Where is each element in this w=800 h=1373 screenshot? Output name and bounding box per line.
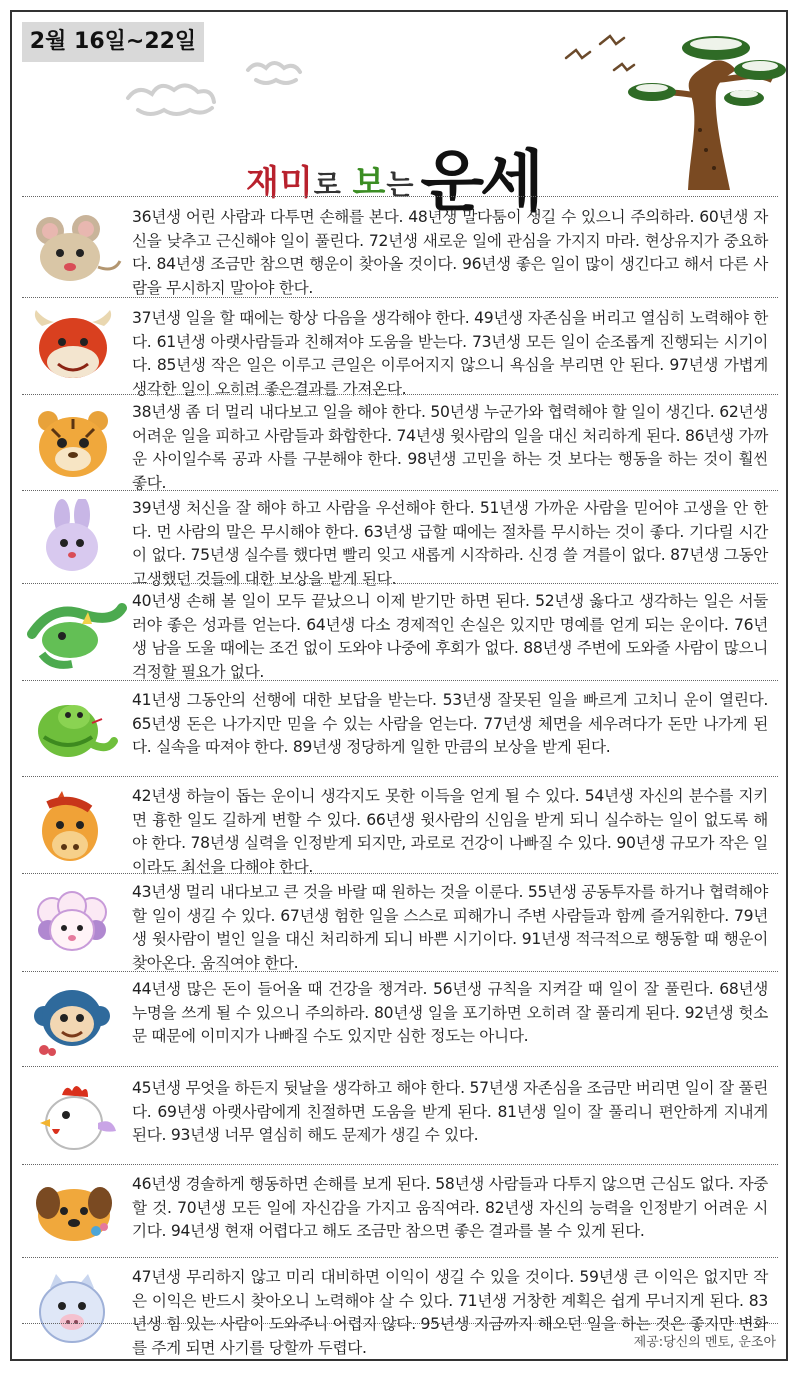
fortune-text: 47년생 무리하지 않고 미리 대비하면 이익이 생길 수 있을 것이다. 59년생 큰 이익은 없지만 작은 이익은 반드시 찾아오니 노력해야 살 수 있다. 71년생 거창한 계획은 쉽게 무너지게 된다. 83년생 힘 있는 사람이 도와주니 어렵지 않다. 95년생 지금까지 해오던 일을 하는 것은 좋지만 변화를 주게 되면 사기를 당할까 두렵다. [132,1268,768,1357]
fortune-text: 43년생 멀리 내다보고 큰 것을 바랄 때 원하는 것을 이룬다. 55년생 공동투자를 하거나 협력해야 할 일이 생길 수 있다. 67년생 험한 일을 스스로 피해가니 주변 사람들과 함께 즐거워한다. 79년생 윗사람이 벌인 일을 대신 처리하게 되니 바쁜 시기이다. 91년생 적극적으로 행동할 때 행운이 찾아온다. 움직여야 한다. [132,883,768,972]
list-item [22,1164,778,1257]
sheep-icon [22,882,132,960]
list-item [22,776,778,876]
list-item [22,196,778,297]
title-part: 로 [313,168,353,201]
pig-icon [22,1268,132,1348]
fortune-text: 37년생 일을 할 때에는 항상 다음을 생각해야 한다. 49년생 자존심을 버리고 열심히 노력해야 한다. 61년생 아랫사람들과 친해져야 도움을 받는다. 73년생 모든 일이 순조롭게 진행되는 시기이다. 85년생 작은 일은 이루고 큰일은 이루어지지 않으니 욕심을 부리면 안 된다. 97년생 가볍게 생각한 일이 오히려 좋은결과를 가져온다. [132,309,768,398]
title-part: 는 [386,168,415,201]
title-brush-text: 운세 [420,142,540,220]
list-item [22,297,778,398]
fortune-text: 42년생 하늘이 돕는 운이니 생각지도 못한 이득을 얻게 될 수 있다. 54년생 자신의 분수를 지키면 흉한 일도 길하게 변할 수 있다. 66년생 윗사람의 신임을 받게 되니 실수하는 일이 없도록 해야 한다. 78년생 실력을 인정받게 되지만, 과로로 건강이 나빠질 수 있다. 90년생 규모가 작은 일이라도 최선을 다해야 한다. [132,787,768,876]
cloud-icon [128,63,300,114]
fortune-text: 38년생 좀 더 멀리 내다보고 일을 해야 한다. 50년생 누군가와 협력해야 할 일이 생긴다. 62년생 어려운 일을 피하고 사람들과 화합한다. 74년생 윗사람의 일을 대신 처리하게 된다. 86년생 가까운 사이일수록 공과 사를 구분해야 한다. 98년생 고민을 하는 것 보다는 행동을 하는 것이 훨씬 좋다. [132,403,768,492]
bird-icon [566,36,634,70]
list-item [22,490,778,588]
tiger-icon [22,405,132,483]
title-part: 재미 [246,163,314,203]
list-item [22,394,778,490]
rooster-icon [22,1077,132,1157]
monkey-icon [22,980,132,1060]
fortune-text: 39년생 처신을 잘 해야 하고 사람을 우선해야 한다. 51년생 가까운 사람을 믿어야 고생을 안 한다. 먼 사람의 말은 무시해야 한다. 63년생 급할 때에는 절차를 무시하는 것이 좋다. 기다릴 시간이 없다. 75년생 실수를 했다면 빨리 잊고 새롭게 시작하라. 신경 쓸 겨를이 없다. 87년생 그동안 고생했던 것들에 대한 보상을 받게 된다. [132,499,768,588]
ox-icon [22,308,132,386]
snake-icon [22,693,132,765]
list-item [22,583,778,680]
dog-icon [22,1173,132,1249]
rabbit-icon [22,499,132,577]
fortune-text: 40년생 손해 볼 일이 모두 끝났으니 이제 받기만 하면 된다. 52년생 옳다고 생각하는 일은 서둘러야 좋은 성과를 얻는다. 64년생 다소 경제적인 손실은 있지만 명예를 얻게 되는 운이다. 76년생 남을 도울 때에는 조건 없이 도와야 나중에 후회가 없다. 88년생 주변에 도와줄 사람이 많으니 걱정할 필요가 없다. [132,592,768,681]
divider [22,1323,778,1324]
fortune-text: 45년생 무엇을 하든지 뒷날을 생각하고 해야 한다. 57년생 자존심을 조금만 버리면 일이 잘 풀린다. 69년생 아랫사람에게 친절하면 도움을 받게 된다. 81년생 일이 잘 풀리니 편안하게 지내게 된다. 93년생 너무 열심히 해도 문제가 생길 수 있다. [132,1079,768,1144]
fortune-text: 36년생 어린 사람과 다투면 손해를 본다. 48년생 말다툼이 생길 수 있으니 주의하라. 60년생 자신을 낮추고 근신해야 일이 풀린다. 72년생 새로운 일에 관심을 가지지 마라. 현상유지가 중요하다. 84년생 조금만 참으면 행운이 찾아올 것이다. 96년생 좋은 일이 많이 생긴다고 해서 다른 사람을 무시하지 말아야 한다. [132,208,768,297]
list-item [22,971,778,1066]
list-item [22,873,778,971]
list-item [22,1066,778,1164]
fortune-text: 46년생 경솔하게 행동하면 손해를 보게 된다. 58년생 사람들과 다투지 않으면 근심도 없다. 자중할 것. 70년생 모든 일에 자신감을 가지고 움직여라. 82년생 자신의 능력을 인정받기 어려운 시기다. 94년생 현재 어렵다고 해도 조금만 참으면 좋은 결과를 볼 수 있게 된다. [132,1175,768,1240]
dragon-icon [22,594,132,674]
fortune-list [22,196,778,1357]
pine-tree-icon [628,36,786,190]
fortune-text: 44년생 많은 돈이 들어올 때 건강을 챙겨라. 56년생 규칙을 지켜갈 때 일이 잘 풀린다. 68년생 누명을 쓰게 될 수 있으니 주의하라. 80년생 일을 포기하면 오히려 잘 풀리게 된다. 92년생 헛소문 때문에 이미지가 나빠질 수도 있지만 심한 정도는 아니다. [132,980,768,1045]
date-range-badge: 2월 16일~22일 [22,22,204,62]
fortune-text: 41년생 그동안의 선행에 대한 보답을 받는다. 53년생 잘못된 일을 빠르게 고치니 운이 열린다. 65년생 돈은 나가지만 믿을 수 있는 사람을 얻는다. 77년생 체면을 세우려다가 돈만 나가게 된다. 실속을 따져야 한다. 89년생 정당하게 일한 만큼의 보상을 받게 된다. [132,691,768,756]
mouse-icon [22,207,132,287]
source-credit: 제공:당신의 멘토, 운조아 [633,1335,776,1350]
title-part: 보 [352,163,387,203]
list-item [22,680,778,776]
horse-icon [22,787,132,867]
